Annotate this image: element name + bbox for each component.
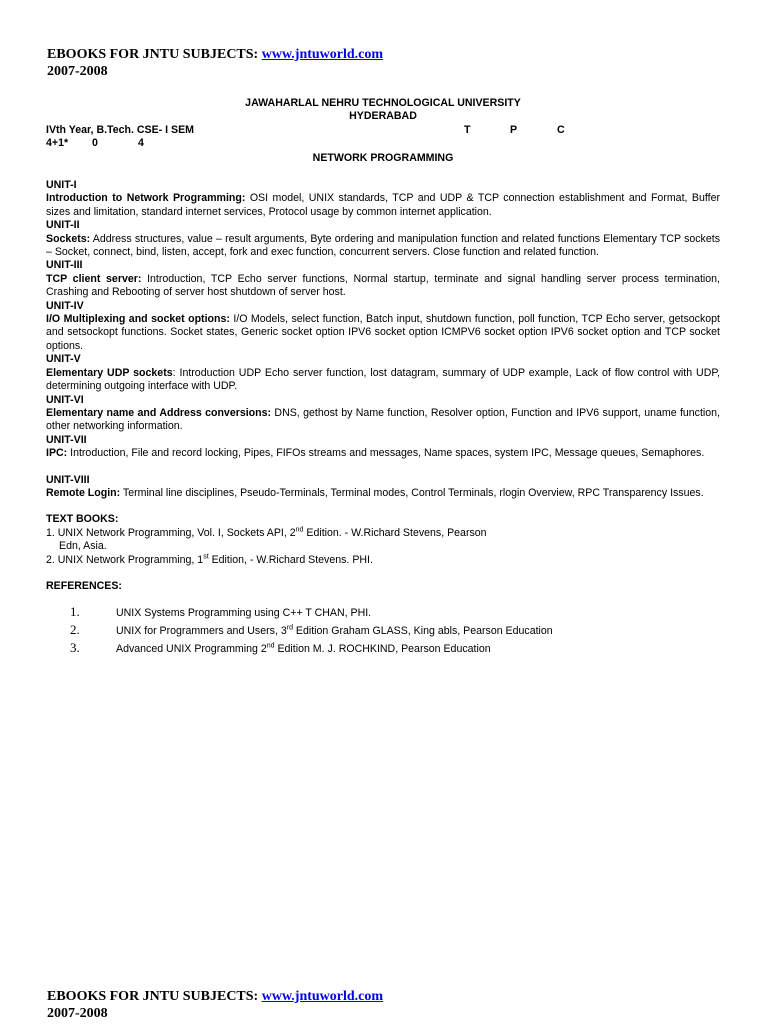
col-c: C — [557, 123, 565, 136]
unit-heading: UNIT-VIII — [46, 473, 90, 486]
unit-heading: UNIT-III — [46, 259, 83, 272]
banner-year: 2007-2008 — [47, 1006, 108, 1021]
unit-text: : Introduction UDP Echo server function, lost datagram, summary of UDP example, Lack of flow control with UDP, determining outgoing interface with UDP. — [46, 366, 720, 393]
reference-item: 1. UNIX Systems Programming using C++ T CHAN, PHI. — [70, 604, 372, 620]
unit-title: IPC: — [46, 447, 68, 460]
reference-item: 2. UNIX for Programmers and Users, 3rd Edition Graham GLASS, King abls, Pearson Education — [70, 622, 553, 638]
unit-heading: UNIT-V — [46, 353, 81, 366]
unit-block — [46, 219, 720, 259]
unit-text: I/O Models, select function, Batch input, shutdown function, poll function, TCP Echo server, getsockopt and setsockopt functions. Socket states, Generic socket option IPV6 socket option ICMPV6 socket option IPV6 socket option and TCP socket options. — [46, 313, 720, 352]
unit-block — [46, 179, 720, 219]
textbooks-heading: TEXT BOOKS: — [46, 513, 119, 526]
references-section — [46, 580, 720, 661]
unit-title: TCP client server: — [46, 272, 142, 285]
unit-heading: UNIT-IV — [46, 299, 84, 312]
unit-title: Remote Login: — [46, 486, 121, 499]
university-name: JAWAHARLAL NEHRU TECHNOLOGICAL UNIVERSITY — [245, 97, 521, 109]
unit-heading: UNIT-II — [46, 219, 80, 232]
unit-title: Elementary UDP sockets — [46, 366, 173, 379]
unit-text: OSI model, UNIX standards, TCP and UDP & TCP connection establishment and Format, Buffer sizes and limitation, standard internet services, Protocol usage by common internet application. — [46, 192, 720, 218]
unit-text: Introduction, File and record locking, Pipes, FIFOs streams and messages, Name spaces, system IPC, Message queues, Semaphores. — [67, 447, 705, 460]
unit-title: I/O Multiplexing and socket options: — [46, 313, 230, 326]
unit-heading: UNIT-I — [46, 179, 77, 191]
banner-label: EBOOKS FOR JNTU SUBJECTS: — [47, 989, 262, 1004]
credits-t: 0 — [92, 137, 98, 150]
unit-block — [46, 259, 720, 299]
credits-c: 4 — [138, 137, 144, 150]
unit-block — [46, 434, 720, 461]
unit-heading: UNIT-VII — [46, 433, 87, 446]
unit-title: Sockets: — [46, 232, 91, 245]
unit-block — [46, 394, 720, 434]
unit-text: Terminal line disciplines, Pseudo-Terminals, Terminal modes, Control Terminals, rlogin Overview, RPC Transparency Issues. — [120, 486, 704, 499]
col-t: T — [464, 123, 471, 136]
course-year: IVth Year, B.Tech. CSE- I SEM — [46, 123, 194, 136]
course-title: NETWORK PROGRAMMING — [312, 151, 454, 164]
textbook-item-cont: Edn, Asia. — [59, 540, 107, 553]
unit-heading: UNIT-VI — [46, 393, 84, 406]
reference-item: 3. Advanced UNIX Programming 2nd Edition M. J. ROCHKIND, Pearson Education — [70, 640, 491, 656]
bottom-banner — [47, 988, 383, 1022]
university-city: HYDERABAD — [349, 110, 417, 123]
unit-block — [46, 353, 720, 393]
unit-text: Introduction, TCP Echo server functions, Normal startup, terminate and signal handling server process termination, Crashing and Rebooting of server host shutdown of server host. — [46, 272, 720, 299]
textbook-item: 2. UNIX Network Programming, 1st Edition, - W.Richard Stevens. PHI. — [46, 553, 373, 566]
unit-title: Introduction to Network Programming: — [46, 192, 246, 205]
banner-year: 2007-2008 — [47, 64, 108, 79]
textbook-item: 1. UNIX Network Programming, Vol. I, Sockets API, 2nd Edition. - W.Richard Stevens, Pearson — [46, 526, 487, 539]
unit-title: Elementary name and Address conversions: — [46, 406, 272, 419]
unit-block — [46, 474, 720, 501]
syllabus-document — [46, 97, 720, 661]
textbooks-section — [46, 513, 720, 567]
website-link[interactable]: www.jntuworld.com — [261, 989, 384, 1004]
unit-text: DNS, gethost by Name function, Resolver option, Function and IPV6 support, uname function, other networking information. — [46, 406, 720, 433]
references-heading: REFERENCES: — [46, 579, 122, 592]
website-link[interactable]: www.jntuworld.com — [261, 47, 384, 62]
credits-l: 4+1* — [46, 137, 69, 150]
credits-line — [46, 137, 720, 150]
unit-text: Address structures, value – result arguments, Byte ordering and manipulation function and related functions Elementary TCP sockets – Socket, connect, bind, listen, accept, fork and exec function, concurrent servers. Close function and related function. — [46, 232, 720, 259]
banner-label: EBOOKS FOR JNTU SUBJECTS: — [47, 47, 262, 62]
year-line — [46, 124, 720, 137]
unit-block — [46, 300, 720, 354]
col-p: P — [510, 123, 518, 136]
top-banner — [47, 46, 383, 80]
